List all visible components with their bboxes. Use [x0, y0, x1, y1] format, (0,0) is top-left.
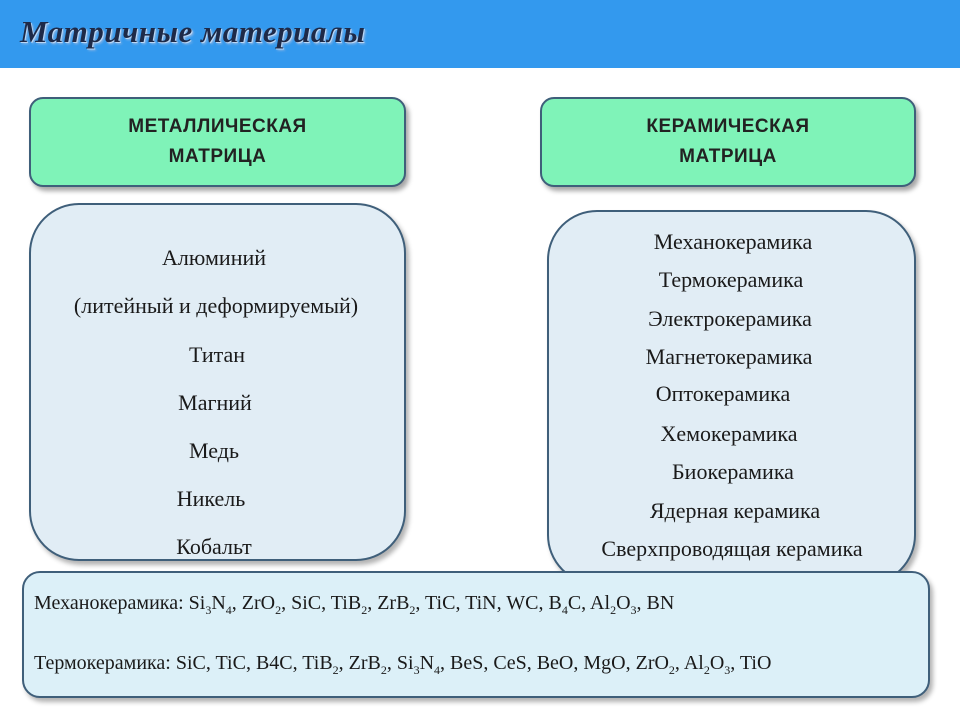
list-item: Медь	[189, 438, 239, 463]
formula-text: O	[709, 652, 725, 674]
list-item: Оптокерамика	[655, 381, 791, 406]
formula-subscript: 3	[630, 603, 637, 617]
formula-subscript: 3	[724, 663, 731, 677]
title-bar	[0, 0, 960, 68]
formula-text: , BN	[636, 592, 675, 614]
list-item: Сверхпроводящая керамика	[601, 536, 863, 561]
list-item: Электрокерамика	[648, 306, 812, 331]
formula-subscript: 2	[703, 663, 710, 677]
list-item: (литейный и деформируемый)	[73, 293, 359, 318]
formula-text: , Al	[674, 652, 704, 674]
formula-text: Si	[188, 592, 206, 614]
list-item: Термокерамика	[658, 267, 804, 292]
mechano-examples-line	[34, 591, 674, 622]
formula-subscript: 4	[225, 603, 232, 617]
metal-matrix-header	[29, 97, 406, 187]
formula-subscript: 2	[332, 663, 339, 677]
list-item: Титан	[188, 342, 246, 367]
metal-header-line1: МЕТАЛЛИЧЕСКАЯ	[128, 116, 307, 137]
formula-text: , ZrB	[367, 592, 410, 614]
list-item: Магнетокерамика	[645, 344, 813, 369]
ceramic-header-line2: МАТРИЦА	[679, 146, 777, 167]
list-item: Биокерамика	[672, 459, 794, 484]
formula-text: , ZrO	[231, 592, 276, 614]
thermo-prefix: Термокерамика:	[34, 652, 176, 674]
list-item: Кобальт	[176, 534, 252, 559]
formula-subscript: 3	[413, 663, 420, 677]
formula-subscript: 4	[434, 663, 441, 677]
list-item: Алюминий	[161, 245, 267, 270]
ceramic-header-line1: КЕРАМИЧЕСКАЯ	[646, 116, 810, 137]
metal-matrix-list	[29, 203, 406, 561]
formula-text: , TiC, TiN, WC, B	[415, 592, 562, 614]
ceramic-matrix-list	[547, 210, 916, 585]
formula-text: C, Al	[567, 592, 611, 614]
thermo-formulas	[175, 652, 772, 677]
formula-text: N	[211, 592, 226, 614]
formula-subscript: 2	[610, 603, 617, 617]
formula-text: O	[616, 592, 631, 614]
formula-subscript: 2	[275, 603, 282, 617]
thermo-examples-line	[34, 651, 771, 682]
metal-header-line2: МАТРИЦА	[168, 146, 267, 167]
slide-title: Матричные материалы	[20, 14, 366, 49]
list-item: Ядерная керамика	[649, 498, 821, 523]
formula-subscript: 2	[668, 663, 675, 677]
formula-text: , BeS, CeS, BeO, MgO, ZrO	[440, 652, 669, 674]
formula-text: , Si	[386, 652, 414, 674]
formula-text: , ZrB	[338, 652, 381, 674]
list-item: Никель	[176, 486, 246, 511]
formula-subscript: 2	[409, 603, 416, 617]
formula-subscript: 3	[205, 603, 212, 617]
formula-subscript: 2	[361, 603, 368, 617]
list-item: Хемокерамика	[660, 421, 798, 446]
formula-subscript: 2	[380, 663, 387, 677]
formula-text: , TiO	[730, 652, 772, 674]
formula-text: N	[419, 652, 435, 674]
mechano-prefix: Механокерамика:	[34, 592, 189, 614]
ceramic-examples-box	[22, 571, 930, 698]
list-item: Магний	[178, 390, 252, 415]
formula-subscript: 4	[561, 603, 568, 617]
ceramic-matrix-header	[540, 97, 916, 187]
list-item: Механокерамика	[653, 229, 813, 254]
formula-text: SiC, TiC, B4C, TiB	[175, 652, 333, 674]
formula-text: , SiC, TiB	[281, 592, 362, 614]
mechano-formulas	[188, 592, 675, 617]
